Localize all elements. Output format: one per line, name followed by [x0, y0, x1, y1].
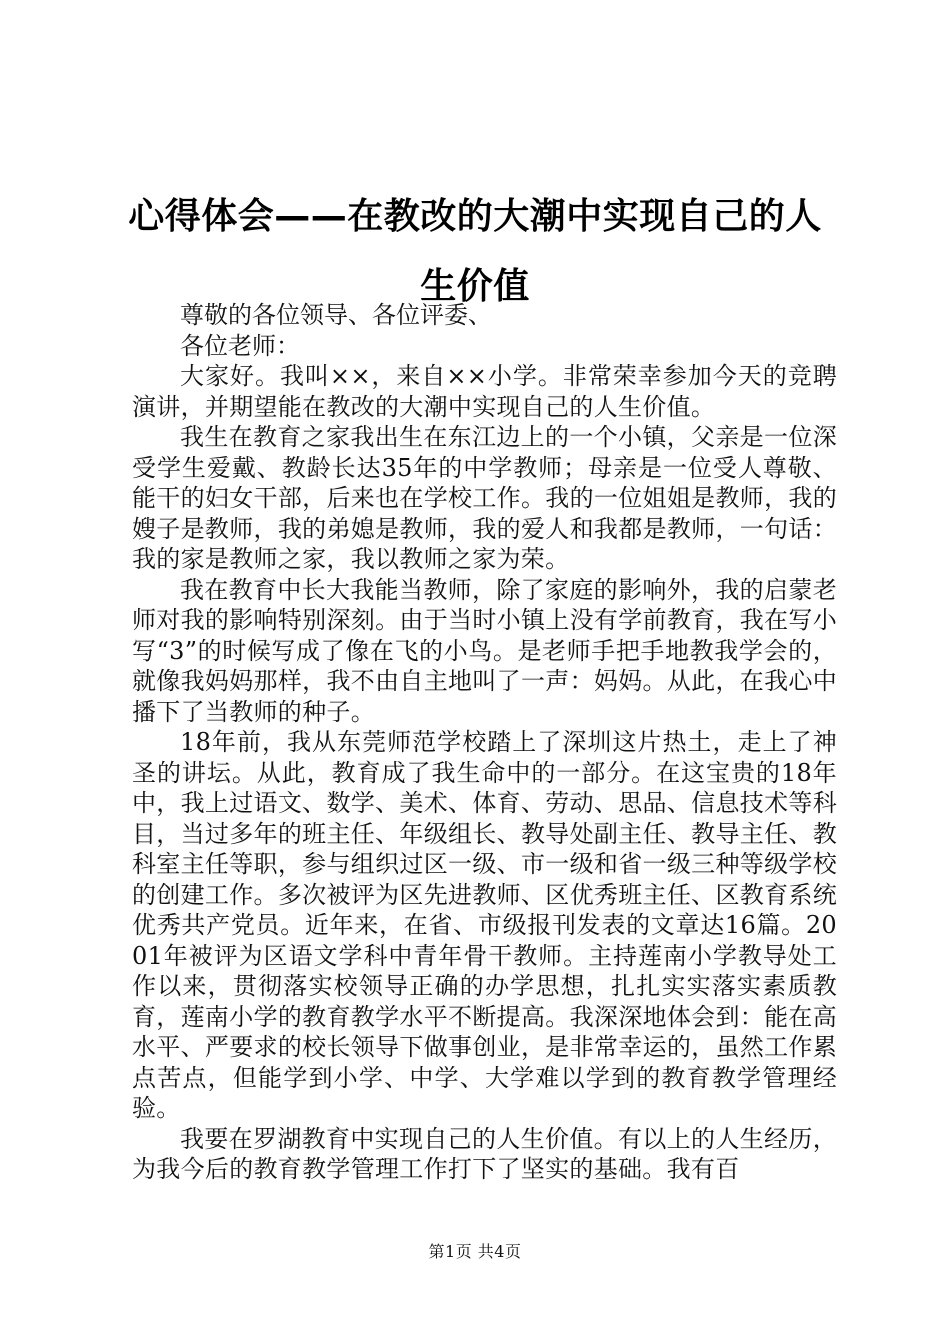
document-body	[132, 300, 837, 1185]
page-number-footer: 第1页 共4页	[428, 1242, 522, 1261]
paragraph-career: 18年前，我从东莞师范学校踏上了深圳这片热土，走上了神圣的讲坛。从此，教育成了我生命中的一部分。在这宝贵的18年中，我上过语文、数学、美术、体育、劳动、思品、信息技术等科目，当过多年的班主任、年级组长、教导处副主任、教导主任、教科室主任等职，参与组织过区一级、市一级和省一级三种等级学校的创建工作。多次被评为区先进教师、区优秀班主任、区教育系统优秀共产党员。近年来，在省、市级报刊发表的文章达16篇。2001年被评为区语文学科中青年骨干教师。主持莲南小学教导处工作以来，贯彻落实校领导正确的办学思想，扎扎实实落实素质教育，莲南小学的教育教学水平不断提高。我深深地体会到：能在高水平、严要求的校长领导下做事创业，是非常幸运的，虽然工作累点苦点，但能学到小学、中学、大学难以学到的教育教学管理经验。	[132, 728, 837, 1122]
paragraph-family: 我生在教育之家我出生在东江边上的一个小镇，父亲是一位深受学生爱戴、教龄长达35年的中学教师；母亲是一位受人尊敬、能干的妇女干部，后来也在学校工作。我的一位姐姐是教师，我的嫂子是教师，我的弟媳是教师，我的爱人和我都是教师，一句话：我的家是教师之家，我以教师之家为荣。	[132, 423, 837, 573]
document-title: 心得体会——在教改的大潮中实现自己的人生价值	[128, 196, 822, 307]
paragraph-childhood: 我在教育中长大我能当教师，除了家庭的影响外，我的启蒙老师对我的影响特别深刻。由于当时小镇上没有学前教育，我在写小写“3”的时候写成了像在飞的小鸟。是老师手把手地教我学会的，就像我妈妈那样，我不由自主地叫了一声：妈妈。从此，在我心中播下了当教师的种子。	[132, 575, 837, 726]
paragraph-greeting: 大家好。我叫××，来自××小学。非常荣幸参加今天的竞聘演讲，并期望能在教改的大潮中实现自己的人生价值。	[132, 362, 837, 421]
salutation-line-2: 各位老师：	[180, 331, 300, 360]
salutation-line-1: 尊敬的各位领导、各位评委、	[180, 301, 492, 329]
paragraph-goal: 我要在罗湖教育中实现自己的人生价值。有以上的人生经历，为我今后的教育教学管理工作打下了坚实的基础。我有百	[132, 1124, 837, 1183]
